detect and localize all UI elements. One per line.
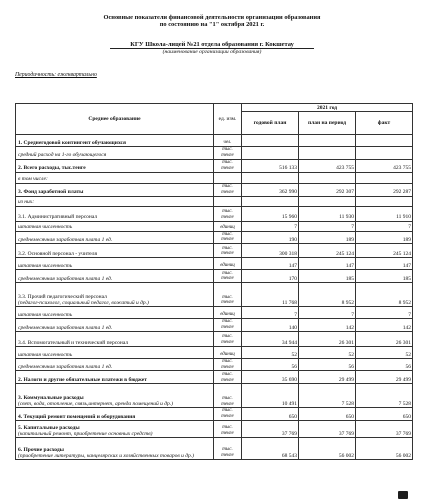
row-label xyxy=(16,420,214,437)
fact-cell xyxy=(356,172,413,183)
row-unit: тыс. тенге xyxy=(214,371,242,384)
row-title: среднемесячная заработная плата 1 ед. xyxy=(18,364,113,371)
page-corner-mark xyxy=(398,491,408,499)
table-row xyxy=(16,183,413,196)
fact-cell: 8 952 xyxy=(356,283,413,307)
row-title: 5. Капитальные расходы xyxy=(18,424,80,431)
header-fact: факт xyxy=(356,112,413,135)
fact-cell: 37 769 xyxy=(356,420,413,437)
table-row xyxy=(16,135,413,147)
row-unit: тыс. тенге xyxy=(214,244,242,258)
fact-cell: 7 xyxy=(356,307,413,319)
row-unit: тыс. тенге xyxy=(214,408,242,421)
header-unit: ед. изм. xyxy=(214,104,242,135)
period-plan-cell: 189 xyxy=(299,231,356,244)
row-subtitle: (педагог-психолог, социальный педагог, вожатый и др.) xyxy=(18,299,149,306)
row-label xyxy=(16,437,214,459)
table-row xyxy=(16,371,413,384)
annual-plan-cell: 516 133 xyxy=(242,159,299,172)
row-unit: единиц xyxy=(214,307,242,319)
row-subtitle: (приобретение литературы, канцелярских и хозяйственных товаров и др.) xyxy=(18,452,194,459)
annual-plan-cell: 56 xyxy=(242,358,299,371)
table-row xyxy=(16,307,413,319)
row-label xyxy=(16,408,214,421)
row-label xyxy=(16,196,214,206)
period-plan-cell xyxy=(299,147,356,160)
fact-cell: 11 910 xyxy=(356,206,413,221)
period-plan-cell: 7 xyxy=(299,307,356,319)
organization-name: КГУ Школа-лицей №21 отдела образования г. Кокшетау xyxy=(130,41,294,48)
period-plan-cell: 26 301 xyxy=(299,331,356,346)
periodicity-label: Периодичность: ежеквартально xyxy=(15,72,97,78)
row-subtitle: (свет, вода, отопление, связь,интернет, аренда помещений и др.) xyxy=(18,401,173,408)
period-plan-cell: 37 769 xyxy=(299,420,356,437)
header-year: 2021 год xyxy=(242,104,413,112)
row-label xyxy=(16,244,214,258)
row-title: 3.4. Вспомогательный и технический персонал xyxy=(18,339,129,346)
row-unit: тыс. тенге xyxy=(214,283,242,307)
table-row xyxy=(16,231,413,244)
fact-cell xyxy=(356,147,413,160)
row-unit: тыс. тенге xyxy=(214,319,242,332)
period-plan-cell: 292 307 xyxy=(299,183,356,196)
annual-plan-cell: 650 xyxy=(242,408,299,421)
period-plan-cell: 7 xyxy=(299,221,356,231)
row-label xyxy=(16,135,214,147)
annual-plan-cell: 68 543 xyxy=(242,437,299,459)
row-unit: тыс. тенге xyxy=(214,147,242,160)
row-label xyxy=(16,307,214,319)
period-plan-cell: 245 124 xyxy=(299,244,356,258)
row-unit: тыс. тенге xyxy=(214,231,242,244)
period-plan-cell: 147 xyxy=(299,258,356,270)
table-body xyxy=(16,135,413,460)
table-row xyxy=(16,319,413,332)
row-title: 6. Прочие расходы xyxy=(18,446,64,453)
row-unit: тыс. тенге xyxy=(214,420,242,437)
row-title: 3. Коммунальные расходы xyxy=(18,394,84,401)
period-plan-cell: 650 xyxy=(299,408,356,421)
row-title: в том числе: xyxy=(18,176,48,183)
table-row xyxy=(16,147,413,160)
row-title: штатная численность xyxy=(18,224,73,231)
period-plan-cell xyxy=(299,196,356,206)
annual-plan-cell: 147 xyxy=(242,258,299,270)
table-row xyxy=(16,172,413,183)
row-title: среднемесячная заработная плата 1 ед. xyxy=(18,275,113,282)
row-title: штатная численность xyxy=(18,311,73,318)
annual-plan-cell: 35 690 xyxy=(242,371,299,384)
table-row xyxy=(16,258,413,270)
fact-cell: 56 002 xyxy=(356,437,413,459)
fact-cell: 7 528 xyxy=(356,384,413,408)
fact-cell: 7 xyxy=(356,221,413,231)
report-title: Основные показатели финансовой деятельности организации образования xyxy=(103,14,321,21)
row-unit: тыс. тенге xyxy=(214,437,242,459)
row-label xyxy=(16,159,214,172)
annual-plan-cell xyxy=(242,196,299,206)
header-name: Среднее образование xyxy=(16,104,214,135)
report-date: по состоянию на "1" октября 2021 г. xyxy=(159,21,265,28)
fact-cell: 56 xyxy=(356,358,413,371)
row-label xyxy=(16,270,214,283)
row-title: 3. Фонд заработной платы xyxy=(18,189,84,196)
fact-cell: 650 xyxy=(356,408,413,421)
fact-cell: 245 124 xyxy=(356,244,413,258)
row-unit: тыс. тенге xyxy=(214,331,242,346)
header-annual-plan: годовой план xyxy=(242,112,299,135)
annual-plan-cell: 34 944 xyxy=(242,331,299,346)
row-label xyxy=(16,258,214,270)
row-unit xyxy=(214,196,242,206)
fact-cell: 185 xyxy=(356,270,413,283)
table-row xyxy=(16,384,413,408)
row-title: 3.3. Прочий педагогический персонал xyxy=(18,293,107,300)
row-title: 2. Всего расходы, тыс.тенге xyxy=(18,165,86,172)
row-unit: тыс. тенге xyxy=(214,206,242,221)
financial-table xyxy=(15,103,413,460)
table-row xyxy=(16,437,413,459)
fact-cell: 292 287 xyxy=(356,183,413,196)
row-unit: тыс. тенге xyxy=(214,159,242,172)
row-subtitle: (капитальный ремонт, приобретение основных средств) xyxy=(18,430,153,437)
fact-cell: 52 xyxy=(356,346,413,358)
period-plan-cell: 185 xyxy=(299,270,356,283)
fact-cell: 147 xyxy=(356,258,413,270)
table-row xyxy=(16,346,413,358)
row-label xyxy=(16,319,214,332)
table-row xyxy=(16,196,413,206)
row-label xyxy=(16,358,214,371)
table-row xyxy=(16,408,413,421)
period-plan-cell: 29 499 xyxy=(299,371,356,384)
row-label xyxy=(16,283,214,307)
table-row xyxy=(16,244,413,258)
period-plan-cell: 423 755 xyxy=(299,159,356,172)
row-title: 3.2. Основной персонал - учителя xyxy=(18,250,98,257)
row-unit: чел. xyxy=(214,135,242,147)
period-plan-cell xyxy=(299,172,356,183)
row-label xyxy=(16,231,214,244)
fact-cell: 423 755 xyxy=(356,159,413,172)
row-title: средний расход на 1-го обучающегося xyxy=(18,152,107,159)
annual-plan-cell: 190 xyxy=(242,231,299,244)
table-row xyxy=(16,358,413,371)
fact-cell xyxy=(356,135,413,147)
period-plan-cell: 11 930 xyxy=(299,206,356,221)
organization-caption: (наименование организации образования) xyxy=(162,49,262,55)
table-row xyxy=(16,420,413,437)
fact-cell: 189 xyxy=(356,231,413,244)
period-plan-cell: 142 xyxy=(299,319,356,332)
row-title: из них: xyxy=(18,199,35,206)
row-unit: единиц xyxy=(214,221,242,231)
fact-cell: 29 499 xyxy=(356,371,413,384)
annual-plan-cell: 140 xyxy=(242,319,299,332)
table-row xyxy=(16,331,413,346)
annual-plan-cell: 15 960 xyxy=(242,206,299,221)
row-title: 1. Среднегодовой контингент обучающихся xyxy=(18,139,126,146)
row-title: 4. Текущий ремонт помещений и оборудования xyxy=(18,413,136,420)
row-unit: единиц xyxy=(214,346,242,358)
row-label xyxy=(16,206,214,221)
row-label xyxy=(16,384,214,408)
annual-plan-cell: 7 xyxy=(242,307,299,319)
header-period-plan: план на период xyxy=(299,112,356,135)
table-row xyxy=(16,206,413,221)
row-unit xyxy=(214,172,242,183)
period-plan-cell: 7 528 xyxy=(299,384,356,408)
row-unit: тыс. тенге xyxy=(214,270,242,283)
row-label xyxy=(16,147,214,160)
annual-plan-cell: 7 xyxy=(242,221,299,231)
period-plan-cell xyxy=(299,135,356,147)
row-unit: тыс. тенге xyxy=(214,183,242,196)
period-plan-cell: 56 002 xyxy=(299,437,356,459)
annual-plan-cell: 170 xyxy=(242,270,299,283)
annual-plan-cell xyxy=(242,172,299,183)
row-title: штатная численность xyxy=(18,262,73,269)
period-plan-cell: 56 xyxy=(299,358,356,371)
row-title: 3.1. Административный персонал xyxy=(18,214,98,221)
row-label xyxy=(16,183,214,196)
row-title: среднемесячная заработная плата 1 ед. xyxy=(18,324,113,331)
table-row xyxy=(16,159,413,172)
row-unit: тыс. тенге xyxy=(214,358,242,371)
row-title: штатная численность xyxy=(18,351,73,358)
fact-cell xyxy=(356,196,413,206)
annual-plan-cell: 362 990 xyxy=(242,183,299,196)
row-title: среднемесячная заработная плата 1 ед. xyxy=(18,236,113,243)
row-label xyxy=(16,172,214,183)
annual-plan-cell: 300 318 xyxy=(242,244,299,258)
fact-cell: 142 xyxy=(356,319,413,332)
row-title: 2. Налоги и другие обязательные платежи в бюджет xyxy=(18,377,147,384)
annual-plan-cell xyxy=(242,147,299,160)
fact-cell: 26 301 xyxy=(356,331,413,346)
row-label xyxy=(16,221,214,231)
annual-plan-cell: 11 768 xyxy=(242,283,299,307)
row-label xyxy=(16,346,214,358)
period-plan-cell: 52 xyxy=(299,346,356,358)
table-row xyxy=(16,221,413,231)
annual-plan-cell xyxy=(242,135,299,147)
annual-plan-cell: 37 769 xyxy=(242,420,299,437)
annual-plan-cell: 10 491 xyxy=(242,384,299,408)
row-label xyxy=(16,331,214,346)
row-unit: единиц xyxy=(214,258,242,270)
period-plan-cell: 8 952 xyxy=(299,283,356,307)
table-row xyxy=(16,270,413,283)
annual-plan-cell: 52 xyxy=(242,346,299,358)
row-unit: тыс. тенге xyxy=(214,384,242,408)
table-row xyxy=(16,283,413,307)
row-label xyxy=(16,371,214,384)
